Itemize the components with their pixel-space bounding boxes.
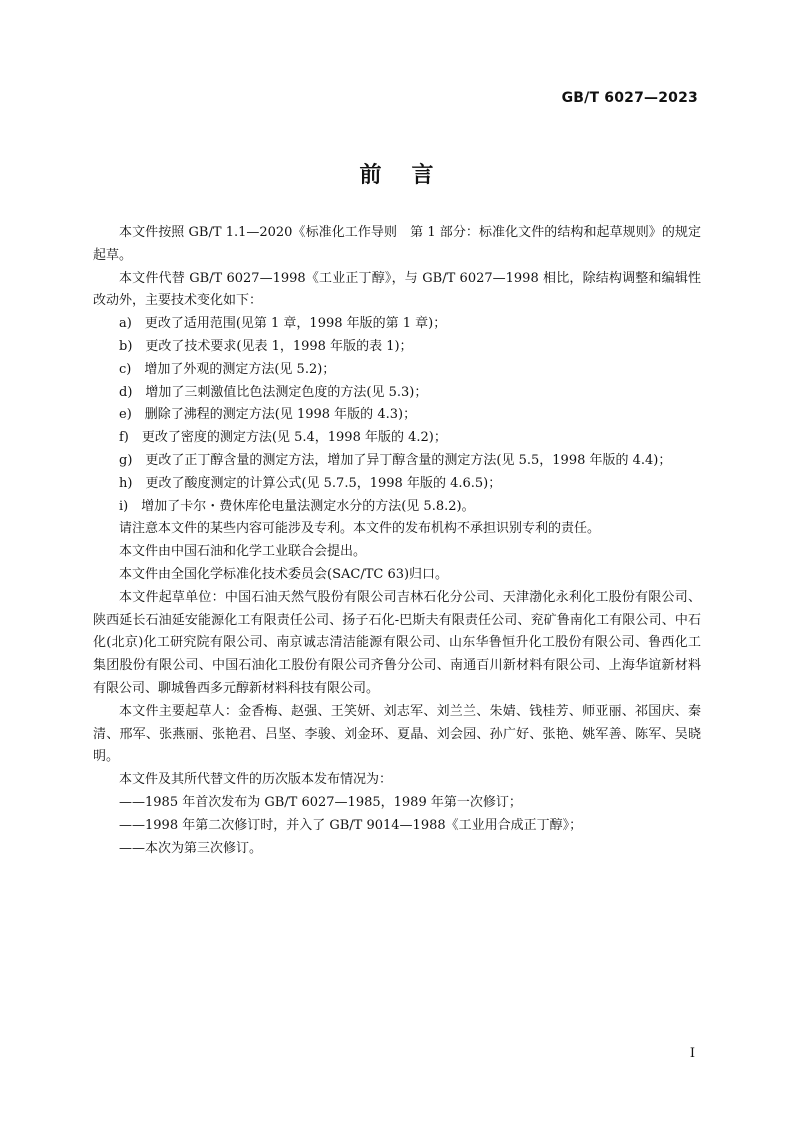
preface-body bbox=[93, 222, 701, 860]
change-item-e: e) 删除了沸程的测定方法(见 1998 年版的 4.3)； bbox=[119, 407, 417, 423]
change-item-c: c) 增加了外观的测定方法(见 5.2)； bbox=[119, 361, 336, 377]
change-item-a: a) 更改了适用范围(见第 1 章，1998 年版的第 1 章)； bbox=[119, 316, 447, 332]
standard-code: GB/T 6027—2023 bbox=[561, 90, 698, 106]
drafting-rules-paragraph: 本文件按照 GB/T 1.1—2020《标准化工作导则 第 1 部分：标准化文件的结构和起草规则》的规定起草。 bbox=[93, 225, 701, 263]
history-item: ——1985 年首次发布为 GB/T 6027—1985，1989 年第一次修订； bbox=[119, 794, 522, 810]
page-title: 前言 bbox=[359, 163, 464, 188]
change-item-i: i) 增加了卡尔・费休库伦电量法测定水分的方法(见 5.8.2)。 bbox=[119, 498, 475, 514]
proposer-statement: 本文件由中国石油和化学工业联合会提出。 bbox=[119, 544, 367, 560]
change-item-h: h) 更改了酸度测定的计算公式(见 5.7.5，1998 年版的 4.6.5)； bbox=[119, 475, 502, 491]
history-intro: 本文件及其所代替文件的历次版本发布情况为： bbox=[119, 772, 393, 788]
centralized-statement: 本文件由全国化学标准化技术委员会(SAC/TC 63)归口。 bbox=[119, 566, 449, 582]
patent-notice: 请注意本文件的某些内容可能涉及专利。本文件的发布机构不承担识别专利的责任。 bbox=[119, 521, 601, 537]
page-number: I bbox=[689, 1046, 695, 1061]
change-item-b: b) 更改了技术要求(见表 1，1998 年版的表 1)； bbox=[119, 338, 413, 354]
drafters: 本文件主要起草人：金香梅、赵强、王笑妍、刘志军、刘兰兰、朱婧、钱桂芳、师亚丽、祁国庆、秦清、邢军、张燕丽、张艳君、吕坚、李骏、刘金环、夏晶、刘会园、孙广好、张艳、姚军善、陈军、吴晓明。 bbox=[93, 703, 701, 765]
change-item-d: d) 增加了三刺激值比色法测定色度的方法(见 5.3)； bbox=[119, 384, 428, 400]
history-item: ——本次为第三次修订。 bbox=[119, 840, 263, 856]
change-item-f: f) 更改了密度的测定方法(见 5.4，1998 年版的 4.2)； bbox=[119, 430, 447, 446]
history-item: ——1998 年第二次修订时，并入了 GB/T 9014—1988《工业用合成正丁醇》； bbox=[119, 817, 583, 833]
drafting-units: 本文件起草单位：中国石油天然气股份有限公司吉林石化分公司、天津渤化永利化工股份有限公司、陕西延长石油延安能源化工有限责任公司、扬子石化-巴斯夫有限责任公司、兖矿鲁南化工有限公司、中石化(北京)化工研究院有限公司、南京诚志清洁能源有限公司、山东华鲁恒升化工股份有限公司、鲁西化工集团股份有限公司、中国石油化工股份有限公司齐鲁分公司、南通百川新材料有限公司、上海华谊新材料有限公司、聊城鲁西多元醇新材料科技有限公司。 bbox=[93, 589, 701, 696]
replacement-paragraph: 本文件代替 GB/T 6027—1998《工业正丁醇》，与 GB/T 6027—1998 相比，除结构调整和编辑性改动外，主要技术变化如下： bbox=[93, 270, 701, 309]
change-item-g: g) 更改了正丁醇含量的测定方法，增加了异丁醇含量的测定方法(见 5.5，1998 年版的 4.4)； bbox=[119, 452, 672, 468]
